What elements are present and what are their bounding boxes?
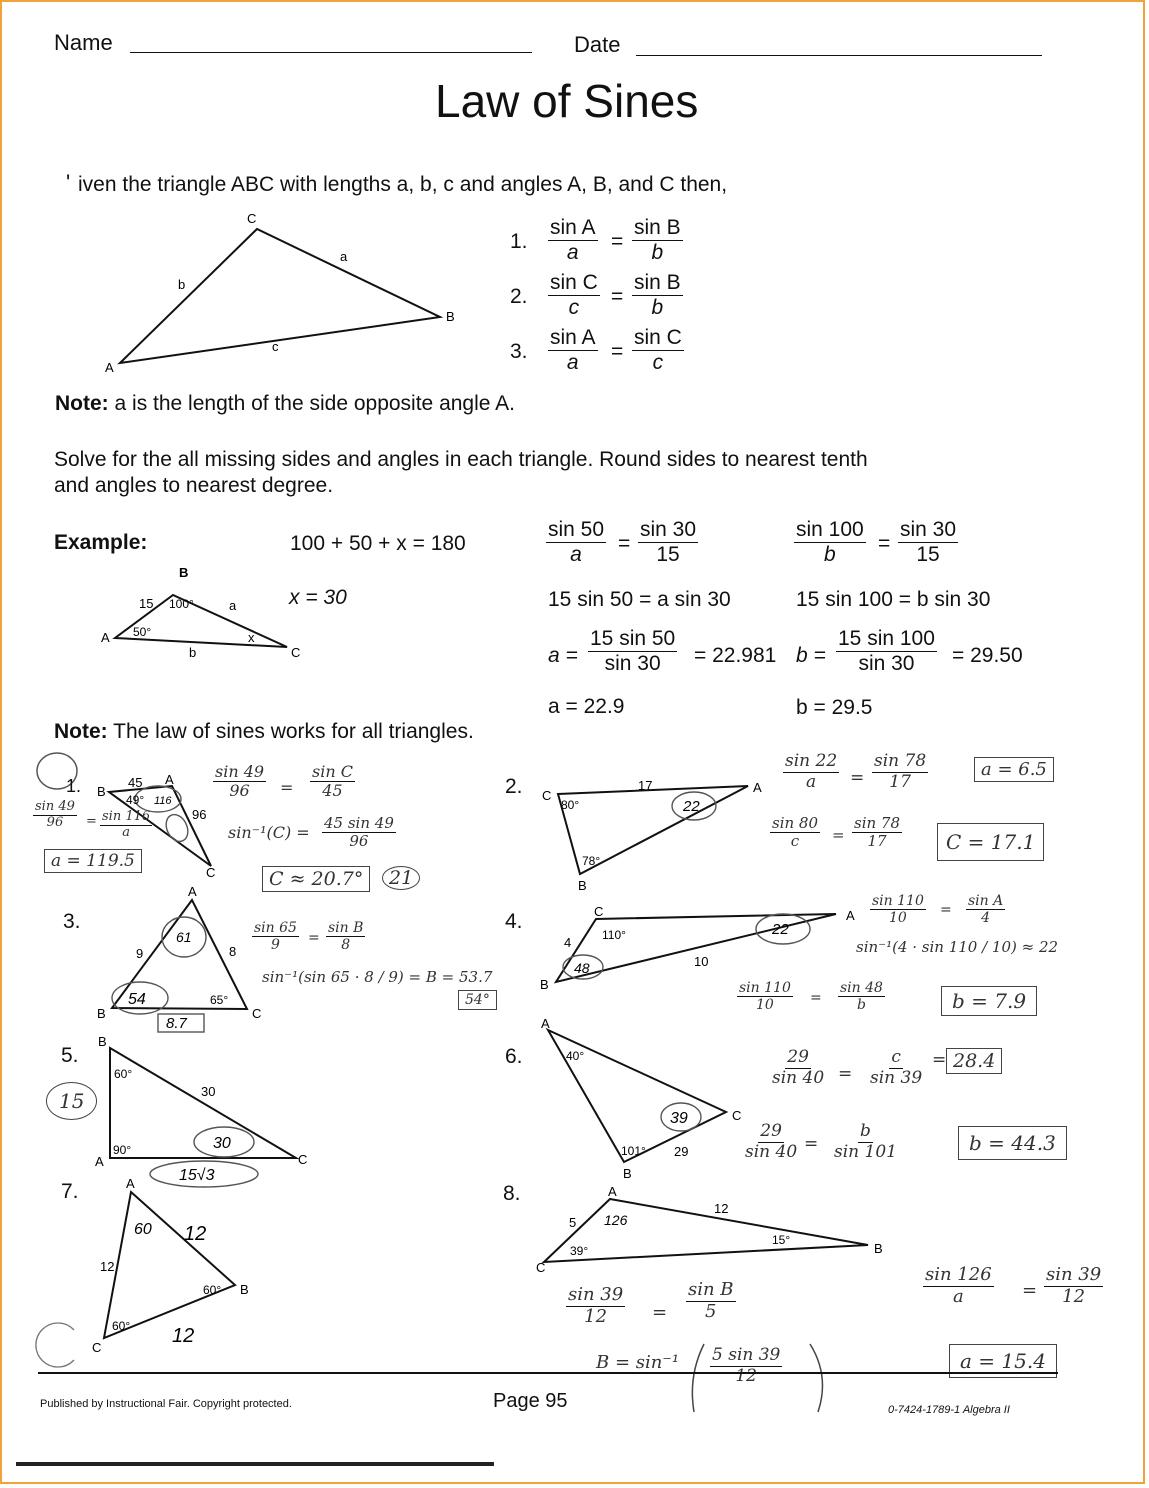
problem-7-hw-side-1: 12 (184, 1223, 207, 1245)
fraction-denominator: 96 (349, 832, 369, 851)
fraction-denominator: 45 (322, 781, 343, 801)
note-2 (54, 720, 474, 744)
problem-1-answer-c-rounded: 21 (382, 866, 420, 890)
problem-6-hw-equals: = (932, 1050, 947, 1070)
law-denominator: c (568, 296, 580, 320)
problem-6-vertex-a: A (541, 1016, 550, 1031)
problem-7-vertex-a: A (126, 1176, 135, 1191)
problem-3-hw-top: 61 (176, 929, 192, 945)
fraction-denominator: sin 39 (870, 1067, 923, 1088)
problem-6-hw-fraction (745, 1122, 797, 1162)
example-line-2b: 15 sin 100 = b sin 30 (796, 588, 991, 611)
fraction-denominator: 5 (705, 1300, 717, 1322)
problem-1-hw-fraction (33, 800, 77, 831)
solve-result: = 22.981 (694, 644, 777, 667)
problem-6-angle-101: 101° (621, 1144, 646, 1158)
fraction-numerator: sin 50 (546, 518, 606, 543)
problem-2-answer-c: C = 17.1 (937, 823, 1044, 861)
fraction-numerator: sin 80 (772, 814, 819, 832)
footer-publisher: Published by Instructional Fair. Copyright protected. (40, 1398, 292, 1410)
fraction-denominator: c (790, 832, 800, 851)
fraction-numerator: sin A (968, 893, 1004, 909)
note-text: The law of sines works for all triangles. (113, 720, 474, 743)
problem-2-answer-a: a = 6.5 (974, 757, 1054, 782)
fraction-denominator: 10 (756, 997, 774, 1014)
problem-1-angle-49: 49° (126, 793, 145, 807)
problem-8-triangle (534, 1182, 894, 1277)
example-a-final: a = 22.9 (548, 695, 625, 718)
problem-6-vertex-b: B (623, 1166, 632, 1181)
problem-3-hw-equals: = (308, 930, 320, 946)
main-triangle-side-b: b (178, 277, 186, 292)
fraction-denominator: 17 (867, 832, 887, 851)
problem-2-hw-fraction (770, 815, 820, 851)
example-vertex-c: C (291, 645, 301, 660)
footer-rule (38, 1372, 1058, 1374)
problem-8-hw-fraction (1044, 1265, 1103, 1307)
problem-6-answer-1: 28.4 (946, 1048, 1002, 1074)
note-1 (55, 392, 515, 416)
problem-1-hw-equals: = (86, 814, 97, 829)
problem-5-angle-60: 60° (114, 1067, 133, 1081)
example-side-a: a (229, 598, 237, 613)
problem-5-hw-left: 15 (46, 1082, 97, 1120)
problem-4-hw-fraction (966, 893, 1005, 926)
problem-1-hw-fraction (100, 810, 152, 841)
problem-4-hw-equals: = (940, 902, 952, 918)
problem-4-answer: b = 7.9 (941, 986, 1037, 1016)
fraction-denominator: 9 (271, 937, 280, 954)
problem-6-hw-fraction (772, 1048, 824, 1088)
problem-3-side-9: 9 (136, 946, 144, 961)
problem-2-hw-equals: = (850, 768, 865, 788)
problem-6-hw-equals: = (838, 1064, 853, 1084)
problem-4-hw-inverse: sin⁻¹(4 · sin 110 / 10) ≈ 22 (856, 938, 1059, 956)
problem-1-hw-equals: = (280, 778, 294, 797)
problem-6-hw-fraction (834, 1122, 897, 1162)
fraction-numerator: sin C (312, 762, 353, 781)
problem-4-hw-b: 48 (574, 960, 590, 976)
problem-7-angle-60c: 60° (112, 1319, 131, 1333)
fraction-denominator: 17 (889, 771, 911, 792)
problem-2-triangle (536, 770, 776, 895)
fraction-denominator: 15 (916, 543, 940, 567)
solve-fraction (588, 627, 677, 676)
problem-2-vertex-a: A (753, 780, 762, 795)
name-label: Name (54, 30, 113, 55)
fraction-denominator: 12 (735, 1365, 757, 1386)
fraction-numerator: sin 39 (1046, 1264, 1102, 1285)
problem-1-side-96: 96 (192, 807, 207, 822)
problem-5-hw-c: 30 (213, 1135, 231, 1152)
fraction-numerator: sin 110 (872, 893, 924, 909)
fraction-numerator: sin 78 (874, 751, 927, 771)
law-number: 1. (510, 230, 528, 253)
problem-6-answer-2: b = 44.3 (958, 1126, 1067, 1160)
problem-7-triangle (88, 1170, 268, 1360)
problem-3-hw-fraction (252, 920, 299, 953)
fraction-denominator: sin 30 (604, 652, 661, 676)
law-denominator: b (651, 296, 664, 320)
main-triangle (100, 205, 470, 380)
problem-2-number: 2. (505, 775, 523, 798)
problem-3-answer: 54° (458, 990, 497, 1010)
fraction-numerator: sin 30 (898, 518, 958, 543)
fraction-numerator: c (891, 1047, 901, 1067)
problem-8-vertex-c: C (536, 1260, 546, 1275)
example-label: Example: (54, 531, 148, 554)
problem-3-vertex-b: B (97, 1006, 106, 1021)
fraction-denominator: a (122, 824, 130, 840)
example-vertex-a: A (101, 630, 110, 645)
problem-1-hw-inverse: sin⁻¹(C) = (228, 823, 310, 842)
problem-3-angle-65: 65° (210, 993, 229, 1007)
footer-page-number: Page 95 (493, 1390, 568, 1412)
problem-1-hw-fraction (322, 815, 396, 851)
problem-8-hw-equals: = (1022, 1280, 1038, 1301)
fraction-numerator: b (860, 1121, 871, 1141)
problem-5-vertex-b: B (98, 1034, 107, 1049)
fraction-denominator: 8 (341, 937, 351, 954)
main-triangle-vertex-b: B (446, 309, 455, 324)
example-side-15: 15 (139, 596, 154, 611)
law-denominator: b (651, 241, 664, 265)
problem-6-hw-c: 39 (670, 1110, 688, 1127)
law-numerator: sin A (548, 216, 598, 241)
problem-2-hw-fraction (852, 815, 902, 851)
law-numerator: sin C (548, 271, 600, 296)
example-triangle (95, 560, 315, 665)
law-right-fraction (632, 271, 683, 320)
problem-7-hw-side-2: 12 (172, 1325, 195, 1347)
problem-7-angle-60b: 60° (203, 1283, 222, 1297)
problem-4-vertex-c: C (594, 904, 604, 919)
fraction-numerator: sin 30 (638, 518, 698, 543)
note-text: a is the length of the side opposite angle A. (114, 392, 515, 415)
problem-4-hw-fraction (838, 980, 885, 1013)
problem-8-side-5: 5 (569, 1215, 577, 1230)
problem-8-hw-equals: = (652, 1302, 668, 1323)
solve-prefix: b = (796, 644, 826, 667)
fraction-denominator: b (856, 997, 866, 1014)
problem-2-side-17: 17 (638, 778, 653, 793)
problem-8-hw-parens (686, 1340, 836, 1420)
problem-4-vertex-b: B (540, 977, 549, 992)
example-angle-50: 50° (133, 625, 152, 639)
problem-7-side-12: 12 (100, 1259, 115, 1274)
problem-8-angle-39: 39° (570, 1244, 589, 1258)
law-left-fraction (548, 216, 598, 265)
problem-4-hw-fraction (870, 893, 926, 926)
instructions-line-1: Solve for the all missing sides and angles in each triangle. Round sides to nearest tenth (54, 448, 868, 471)
problem-5-vertex-a: A (95, 1154, 104, 1169)
problem-6-hw-equals: = (804, 1134, 819, 1154)
instructions-line-2: and angles to nearest degree. (54, 474, 334, 497)
problem-8-hw-fraction (686, 1280, 736, 1322)
fraction-numerator: 15 sin 100 (836, 627, 937, 652)
problem-5-number: 5. (61, 1044, 79, 1067)
problem-5-vertex-c: C (298, 1152, 308, 1167)
fraction-numerator: 45 sin 49 (324, 814, 394, 832)
note-label: Note: (55, 392, 109, 415)
fraction-numerator: sin 100 (794, 518, 866, 543)
law-left-fraction (548, 326, 598, 375)
law-denominator: c (652, 351, 664, 375)
fraction-denominator: a (806, 771, 817, 792)
fraction-numerator: sin 49 (215, 762, 265, 781)
fraction-numerator: sin 78 (854, 814, 901, 832)
fraction-denominator: 15 (656, 543, 680, 567)
problem-4-number: 4. (505, 910, 523, 933)
fraction-numerator: sin 116 (102, 809, 151, 824)
problem-4-hw-equals: = (810, 990, 822, 1006)
problem-3-triangle (92, 882, 272, 1034)
fraction-denominator: 10 (889, 910, 907, 927)
fraction-denominator: sin 40 (772, 1067, 825, 1088)
problem-8-answer: a = 15.4 (949, 1344, 1057, 1378)
fraction-denominator: 4 (981, 910, 991, 927)
problem-8-vertex-b: B (874, 1241, 883, 1256)
date-label: Date (574, 32, 621, 57)
example-b-final: b = 29.5 (796, 696, 873, 719)
footer-isbn: 0-7424-1789-1 Algebra II (888, 1404, 1010, 1416)
main-triangle-vertex-c: C (247, 211, 257, 226)
problem-1-answer-c: C ≈ 20.7° (262, 866, 370, 892)
problem-4-side-4: 4 (564, 935, 572, 950)
problem-3-side-8: 8 (229, 944, 237, 959)
problem-2-angle-78: 78° (582, 854, 601, 868)
fraction-numerator: sin 110 (739, 980, 791, 996)
law-denominator: a (566, 241, 579, 265)
law-numerator: sin B (632, 271, 683, 296)
date-line[interactable] (636, 55, 1042, 56)
fraction-denominator: a (570, 543, 582, 567)
law-left-fraction (548, 271, 600, 320)
problem-3-hw-fraction (326, 920, 365, 953)
problem-2-vertex-b: B (578, 878, 587, 893)
problem-6-number: 6. (505, 1045, 523, 1068)
law-number: 2. (510, 285, 528, 308)
fraction-denominator: sin 40 (745, 1141, 798, 1162)
fraction-numerator: 15 sin 50 (588, 627, 677, 652)
problem-8-vertex-a: A (608, 1184, 617, 1199)
fraction-numerator: sin 22 (785, 751, 838, 771)
fraction-numerator: 5 sin 39 (712, 1345, 781, 1365)
example-side-b: b (189, 645, 197, 660)
solve-fraction (836, 627, 937, 676)
fraction-numerator: 29 (760, 1121, 782, 1141)
law-numerator: sin A (548, 326, 598, 351)
problem-3-hw-inverse: sin⁻¹(sin 65 · 8 / 9) = B = 53.7 (262, 968, 493, 986)
fraction-denominator: a (952, 1285, 964, 1307)
problem-7-vertex-b: B (240, 1282, 249, 1297)
problem-1-side-45: 45 (128, 775, 143, 790)
problem-6-angle-40: 40° (566, 1049, 585, 1063)
example-line-2a: 15 sin 50 = a sin 30 (548, 588, 731, 611)
law-number: 3. (510, 340, 528, 363)
problem-8-hw-fraction (923, 1265, 994, 1307)
problem-1-hw-fraction (213, 763, 266, 801)
problem-1-vertex-a: A (165, 772, 174, 787)
problem-5-hw-side: 15√3 (179, 1167, 215, 1184)
fraction-numerator: sin 39 (568, 1284, 624, 1305)
fraction-denominator: sin 101 (834, 1141, 897, 1162)
problem-6-side-29: 29 (674, 1144, 689, 1159)
problem-5-angle-90: 90° (113, 1143, 132, 1157)
problem-2-angle-80: 80° (561, 798, 580, 812)
law-right-fraction (632, 216, 683, 265)
fraction-numerator: sin 126 (925, 1264, 992, 1285)
problem-3-vertex-c: C (252, 1006, 262, 1021)
problem-2-hw-fraction (783, 752, 839, 792)
problem-7-hw-a: 60 (134, 1221, 152, 1238)
fraction-numerator: sin 49 (35, 799, 75, 814)
problem-4-triangle (536, 902, 866, 997)
scan-edge-line (16, 1462, 494, 1466)
fraction-denominator: 12 (1062, 1285, 1086, 1307)
problem-3-number: 3. (63, 910, 81, 933)
example-fraction (794, 518, 866, 567)
equals-sign: = (878, 532, 891, 555)
page-title: Law of Sines (435, 75, 699, 127)
problem-5-triangle (90, 1030, 320, 1190)
example-fraction (898, 518, 958, 567)
problem-7-vertex-c: C (92, 1340, 102, 1355)
law-numerator: sin B (632, 216, 683, 241)
problem-2-vertex-c: C (542, 788, 552, 803)
example-angle-100: 100° (169, 597, 194, 611)
law-equals: = (611, 340, 624, 363)
main-triangle-side-a: a (340, 249, 348, 264)
problem-4-angle-110: 110° (602, 928, 626, 942)
problem-2-hw-angle: 22 (683, 798, 700, 815)
problem-1-answer-a: a = 119.5 (44, 849, 142, 873)
intro-glyph: ' (66, 170, 71, 195)
fraction-numerator: sin B (688, 1279, 734, 1300)
problem-8-number: 8. (503, 1182, 521, 1205)
fraction-denominator: 96 (46, 814, 64, 830)
note-label: Note: (54, 720, 108, 743)
example-vertex-b: B (179, 565, 189, 580)
law-equals: = (611, 285, 624, 308)
problem-8-hw-a: 126 (604, 1212, 628, 1228)
problem-8-angle-15: 15° (772, 1233, 791, 1247)
fraction-numerator: sin 48 (840, 980, 883, 996)
problem-2-hw-equals: = (832, 826, 845, 844)
problem-6-triangle (536, 1012, 756, 1187)
problem-3-hw-side: 8.7 (166, 1015, 187, 1032)
problem-1-vertex-b: B (97, 784, 106, 799)
intro-text: iven the triangle ABC with lengths a, b, c and angles A, B, and C then, (78, 173, 728, 196)
name-line[interactable] (130, 52, 532, 53)
fraction-numerator: 29 (787, 1047, 809, 1067)
law-right-fraction (632, 326, 684, 375)
equals-sign: = (618, 532, 631, 555)
problem-8-hw-inverse: B = sin⁻¹ (596, 1352, 680, 1373)
solve-prefix: a = (548, 644, 578, 667)
problem-3-vertex-a: A (188, 884, 197, 899)
problem-6-vertex-c: C (732, 1108, 742, 1123)
problem-4-vertex-a: A (846, 908, 855, 923)
example-eq1: 100 + 50 + x = 180 (290, 532, 466, 555)
solve-result: = 29.50 (952, 644, 1023, 667)
example-eq2: x = 30 (289, 586, 347, 609)
problem-2-hw-fraction (872, 752, 928, 792)
main-triangle-vertex-a: A (105, 360, 114, 375)
problem-1-hw-fraction (310, 763, 355, 801)
problem-1-number: 1. (66, 776, 82, 796)
problem-4-side-10: 10 (694, 954, 709, 969)
problem-7-circle (30, 1320, 80, 1370)
problem-1-hw-angle: 116 (154, 795, 172, 807)
fraction-denominator: b (824, 543, 836, 567)
law-numerator: sin C (632, 326, 684, 351)
problem-5-side-30: 30 (201, 1084, 216, 1099)
problem-4-hw-a: 22 (772, 921, 789, 938)
example-side-x: x (248, 630, 255, 645)
problem-6-hw-fraction (870, 1048, 922, 1088)
problem-8-hw-fraction (566, 1285, 625, 1327)
problem-7-number: 7. (61, 1180, 79, 1203)
fraction-denominator: 12 (584, 1305, 608, 1327)
law-denominator: a (566, 351, 579, 375)
problem-3-hw-b: 54 (128, 991, 146, 1008)
example-fraction (638, 518, 698, 567)
problem-4-hw-fraction (737, 980, 793, 1013)
fraction-numerator: sin B (328, 920, 364, 936)
example-fraction (546, 518, 606, 567)
law-equals: = (611, 230, 624, 253)
fraction-denominator: 96 (229, 781, 250, 801)
main-triangle-side-c: c (272, 339, 279, 354)
fraction-numerator: sin 65 (254, 920, 297, 936)
fraction-denominator: sin 30 (858, 652, 915, 676)
problem-1-vertex-c: C (206, 865, 216, 880)
problem-8-side-12: 12 (714, 1201, 729, 1216)
